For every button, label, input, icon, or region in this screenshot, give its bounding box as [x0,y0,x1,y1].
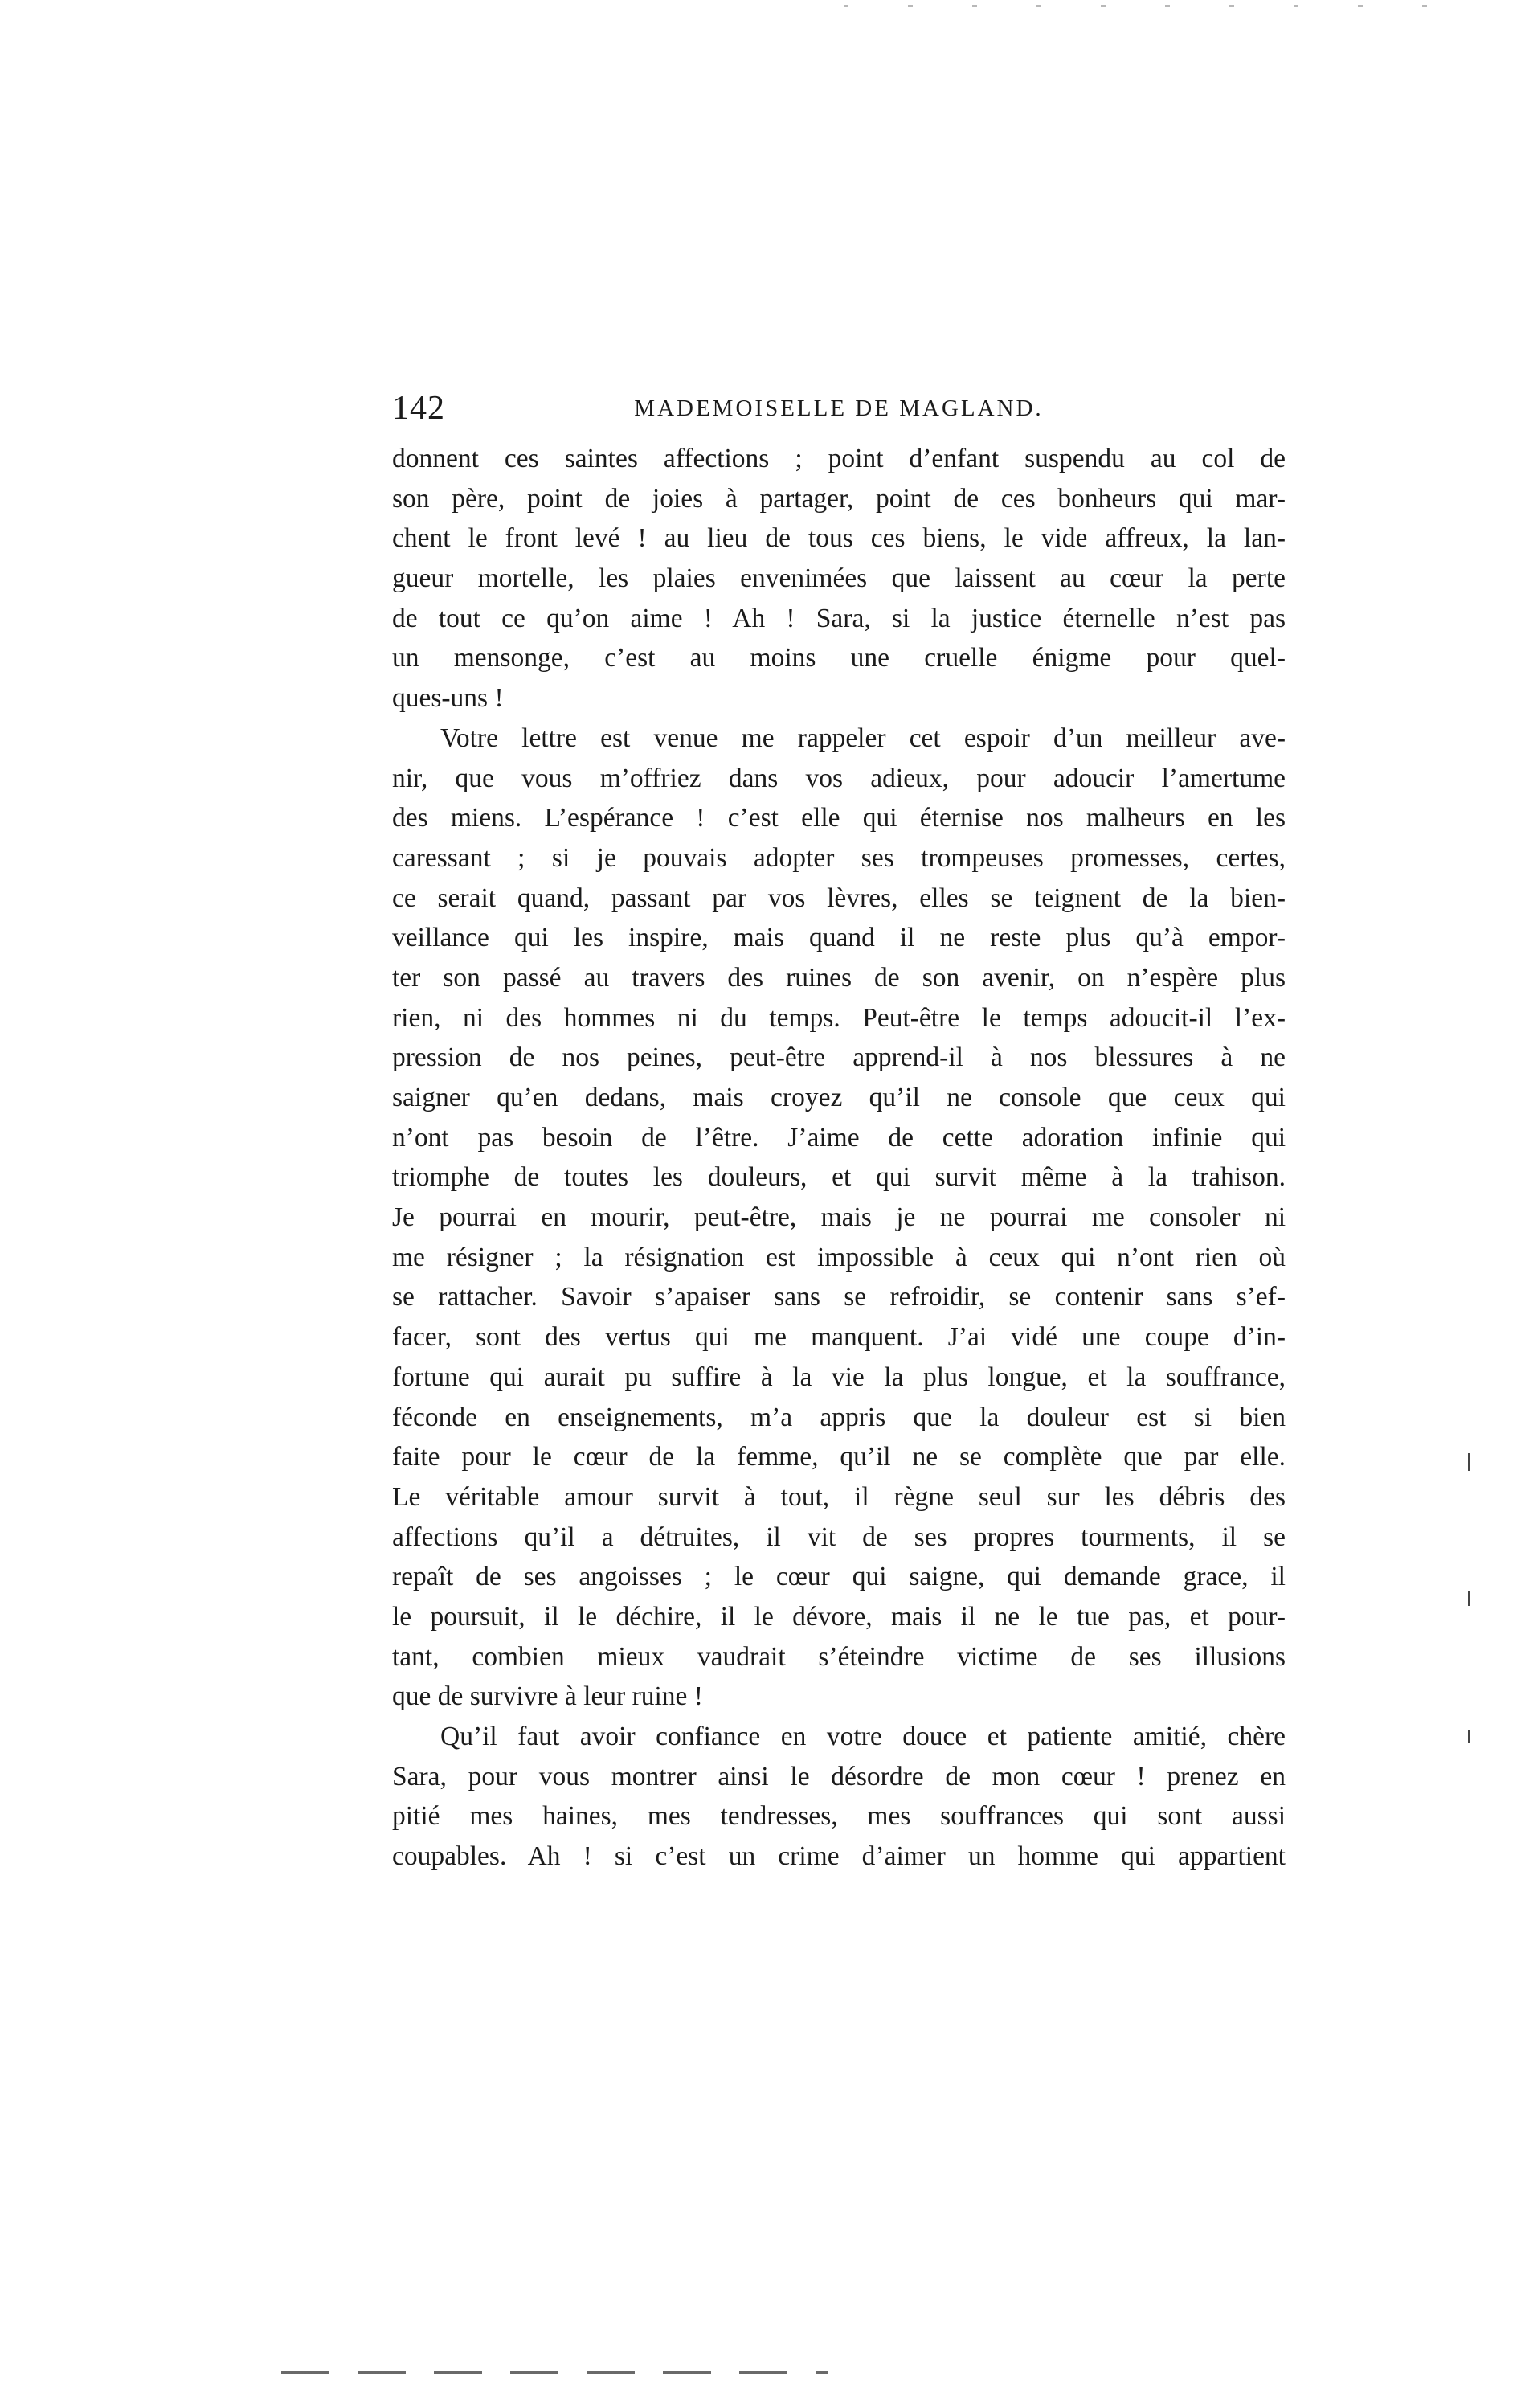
text-line: son père, point de joies à partager, point de ces bonheurs qui mar- [392,483,1286,514]
body-text [392,439,1286,1877]
text-line: ques-uns ! [392,683,504,714]
text-line: Je pourrai en mourir, peut-être, mais je ne pourrai me consoler ni [392,1202,1286,1233]
text-line: n’ont pas besoin de l’être. J’aime de cette adoration infinie qui [392,1122,1286,1153]
text-line: coupables. Ah ! si c’est un crime d’aimer un homme qui appartient [392,1841,1286,1872]
text-line: tant, combien mieux vaudrait s’éteindre victime de ses illusions [392,1641,1286,1672]
text-line: gueur mortelle, les plaies envenimées que laissent au cœur la perte [392,563,1286,594]
text-line: Votre lettre est venue me rappeler cet espoir d’un meilleur ave- [440,723,1286,753]
text-line: Sara, pour vous montrer ainsi le désordre de mon cœur ! prenez en [392,1761,1286,1792]
text-line: ce serait quand, passant par vos lèvres, elles se teignent de la bien- [392,883,1286,913]
page-header [392,384,1286,432]
page-number: 142 [392,390,445,427]
text-line: Le véritable amour survit à tout, il règne seul sur les débris des [392,1481,1286,1512]
text-line: nir, que vous m’offriez dans vos adieux, pour adoucir l’amertume [392,763,1286,793]
text-line: veillance qui les inspire, mais quand il ne reste plus qu’à empor- [392,923,1286,953]
text-line: se rattacher. Savoir s’apaiser sans se refroidir, se contenir sans s’ef- [392,1282,1286,1313]
text-line: affections qu’il a détruites, il vit de ses propres tourments, il se [392,1521,1286,1552]
text-line: Qu’il faut avoir confiance en votre douce et patiente amitié, chère [440,1722,1286,1751]
text-line: faite pour le cœur de la femme, qu’il ne se complète que par elle. [392,1442,1286,1472]
text-line: de tout ce qu’on aime ! Ah ! Sara, si la justice éternelle n’est pas [392,603,1286,633]
text-line: triomphe de toutes les douleurs, et qui survit même à la trahison. [392,1162,1286,1193]
running-title: MADEMOISELLE DE MAGLAND. [634,395,1044,421]
text-line: caressant ; si je pouvais adopter ses trompeuses promesses, certes, [392,842,1286,873]
text-line: le poursuit, il le déchire, il le dévore, mais il ne le tue pas, et pour- [392,1601,1286,1632]
scan-mark [1468,1730,1470,1743]
text-line: ter son passé au travers des ruines de son avenir, on n’espère plus [392,962,1286,993]
text-line: que de survivre à leur ruine ! [392,1681,703,1712]
scan-mark [1468,1591,1470,1606]
text-line: repaît de ses angoisses ; le cœur qui saigne, qui demande grace, il [392,1562,1286,1592]
text-line: des miens. L’espérance ! c’est elle qui éternise nos malheurs en les [392,803,1286,833]
text-line: rien, ni des hommes ni du temps. Peut-être le temps adoucit-il l’ex- [392,1002,1286,1033]
text-line: un mensonge, c’est au moins une cruelle énigme pour quel- [392,643,1286,674]
text-line: chent le front levé ! au lieu de tous ces biens, le vide affreux, la lan- [392,523,1286,554]
text-line: me résigner ; la résignation est impossible à ceux qui n’ont rien où [392,1242,1286,1272]
text-line: donnent ces saintes affections ; point d’enfant suspendu au col de [392,444,1286,473]
scan-noise-top [844,5,1486,7]
text-line: fortune qui aurait pu suffire à la vie la plus longue, et la souffrance, [392,1362,1286,1392]
scan-noise-bottom [281,2371,828,2374]
text-line: pitié mes haines, mes tendresses, mes souffrances qui sont aussi [392,1801,1286,1832]
text-line: pression de nos peines, peut-être apprend-il à nos blessures à ne [392,1042,1286,1073]
text-line: saigner qu’en dedans, mais croyez qu’il ne console que ceux qui [392,1083,1286,1112]
scan-mark [1468,1453,1470,1471]
text-line: facer, sont des vertus qui me manquent. J’ai vidé une coupe d’in- [392,1322,1286,1353]
text-line: féconde en enseignements, m’a appris que la douleur est si bien [392,1402,1286,1432]
